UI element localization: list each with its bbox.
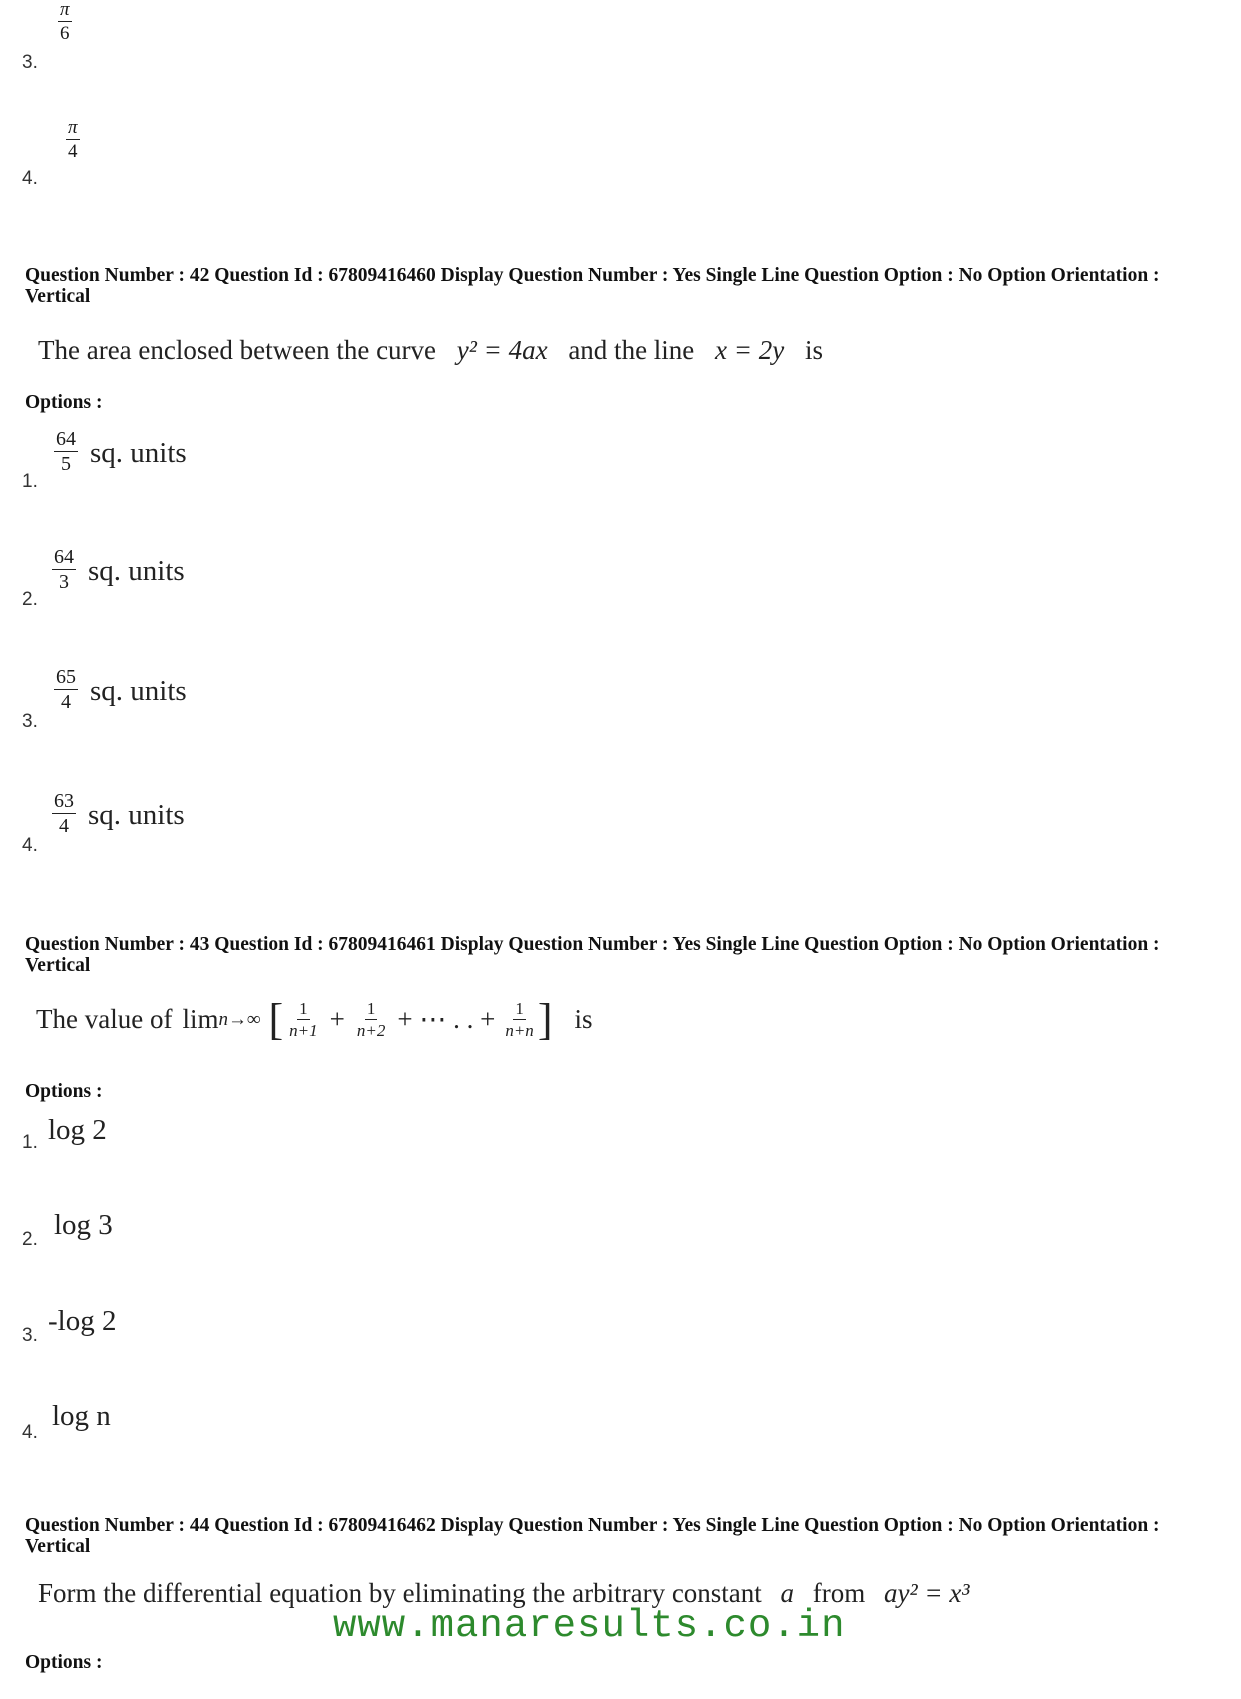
options-label: Options : xyxy=(25,1081,103,1102)
options-label: Options : xyxy=(25,1652,103,1673)
denominator: 4 xyxy=(68,140,78,162)
option-expression: -log 2 xyxy=(48,1305,117,1337)
unit-label: sq. units xyxy=(88,555,185,587)
numerator: 65 xyxy=(56,666,76,688)
text-part: The area enclosed between the curve xyxy=(38,335,437,365)
option-number: 4. xyxy=(22,835,38,856)
option-number: 3. xyxy=(22,711,38,732)
option-fraction xyxy=(54,429,78,475)
option-number: 3. xyxy=(22,52,38,73)
option-expression: log n xyxy=(52,1400,111,1432)
term-fraction xyxy=(357,1000,385,1040)
denominator: n+2 xyxy=(356,1020,386,1040)
option-number: 4. xyxy=(22,1422,38,1443)
lim-subscript: n→∞ xyxy=(218,1008,261,1030)
unit-label: sq. units xyxy=(88,799,185,831)
numerator: 64 xyxy=(54,546,74,568)
question-header: Question Number : 42 Question Id : 67809416460 Display Question Number : Yes Single Line Question Option : No Option Orientation : Vertical xyxy=(25,265,1160,307)
denominator: 6 xyxy=(60,22,70,44)
option-expression: log 2 xyxy=(48,1114,107,1146)
option-fraction xyxy=(66,118,80,162)
denominator: n+1 xyxy=(289,1020,318,1040)
option-fraction xyxy=(52,791,76,837)
unit-label: sq. units xyxy=(90,675,187,707)
denominator: 4 xyxy=(61,691,71,713)
denominator: 5 xyxy=(61,453,71,475)
text-part: The value of xyxy=(36,1004,173,1034)
option-number: 4. xyxy=(22,168,38,189)
option-fraction xyxy=(52,547,76,593)
text-part: from xyxy=(812,1578,866,1608)
term-fraction xyxy=(289,1000,317,1040)
text-part: and the line xyxy=(568,335,695,365)
ellipsis-terms: + ⋯ . . + xyxy=(397,1004,496,1034)
numerator: 1 xyxy=(299,998,308,1018)
math-expression: ay² = x³ xyxy=(884,1578,970,1608)
question-header: Question Number : 43 Question Id : 67809416461 Display Question Number : Yes Single Line Question Option : No Option Orientation : Vertical xyxy=(25,934,1160,976)
question-text xyxy=(38,335,823,366)
numerator: 64 xyxy=(56,428,76,450)
numerator: 63 xyxy=(54,790,74,812)
question-text xyxy=(36,994,592,1045)
left-bracket: [ xyxy=(268,995,284,1044)
text-part: Form the differential equation by eliminating the arbitrary constant xyxy=(38,1578,762,1608)
denominator: 4 xyxy=(59,815,69,837)
unit-label: sq. units xyxy=(90,437,187,469)
options-label: Options : xyxy=(25,392,103,413)
option-fraction xyxy=(54,667,78,713)
option-number: 3. xyxy=(22,1325,38,1346)
option-number: 1. xyxy=(22,471,38,492)
numerator: 1 xyxy=(366,998,376,1018)
option-fraction xyxy=(58,0,72,44)
plus-sign: + xyxy=(329,1004,345,1034)
math-expression: y² = 4ax xyxy=(456,335,548,365)
math-expression: x = 2y xyxy=(715,335,785,365)
term-fraction xyxy=(505,1000,533,1040)
denominator: n+n xyxy=(505,1020,534,1040)
option-number: 2. xyxy=(22,589,38,610)
question-header: Question Number : 44 Question Id : 67809416462 Display Question Number : Yes Single Line Question Option : No Option Orientation : Vertical xyxy=(25,1515,1160,1557)
text-part: is xyxy=(574,1004,593,1034)
lim-operator: lim xyxy=(182,1004,219,1034)
numerator: π xyxy=(60,0,70,20)
option-number: 2. xyxy=(22,1229,38,1250)
option-expression: log 3 xyxy=(54,1209,113,1241)
math-expression: a xyxy=(780,1578,795,1608)
right-bracket: ] xyxy=(537,995,553,1044)
numerator: 1 xyxy=(515,998,524,1018)
numerator: π xyxy=(68,117,78,138)
text-part: is xyxy=(804,335,823,365)
option-number: 1. xyxy=(22,1132,38,1153)
watermark: www.manaresults.co.in xyxy=(333,1604,846,1648)
denominator: 3 xyxy=(59,571,69,593)
